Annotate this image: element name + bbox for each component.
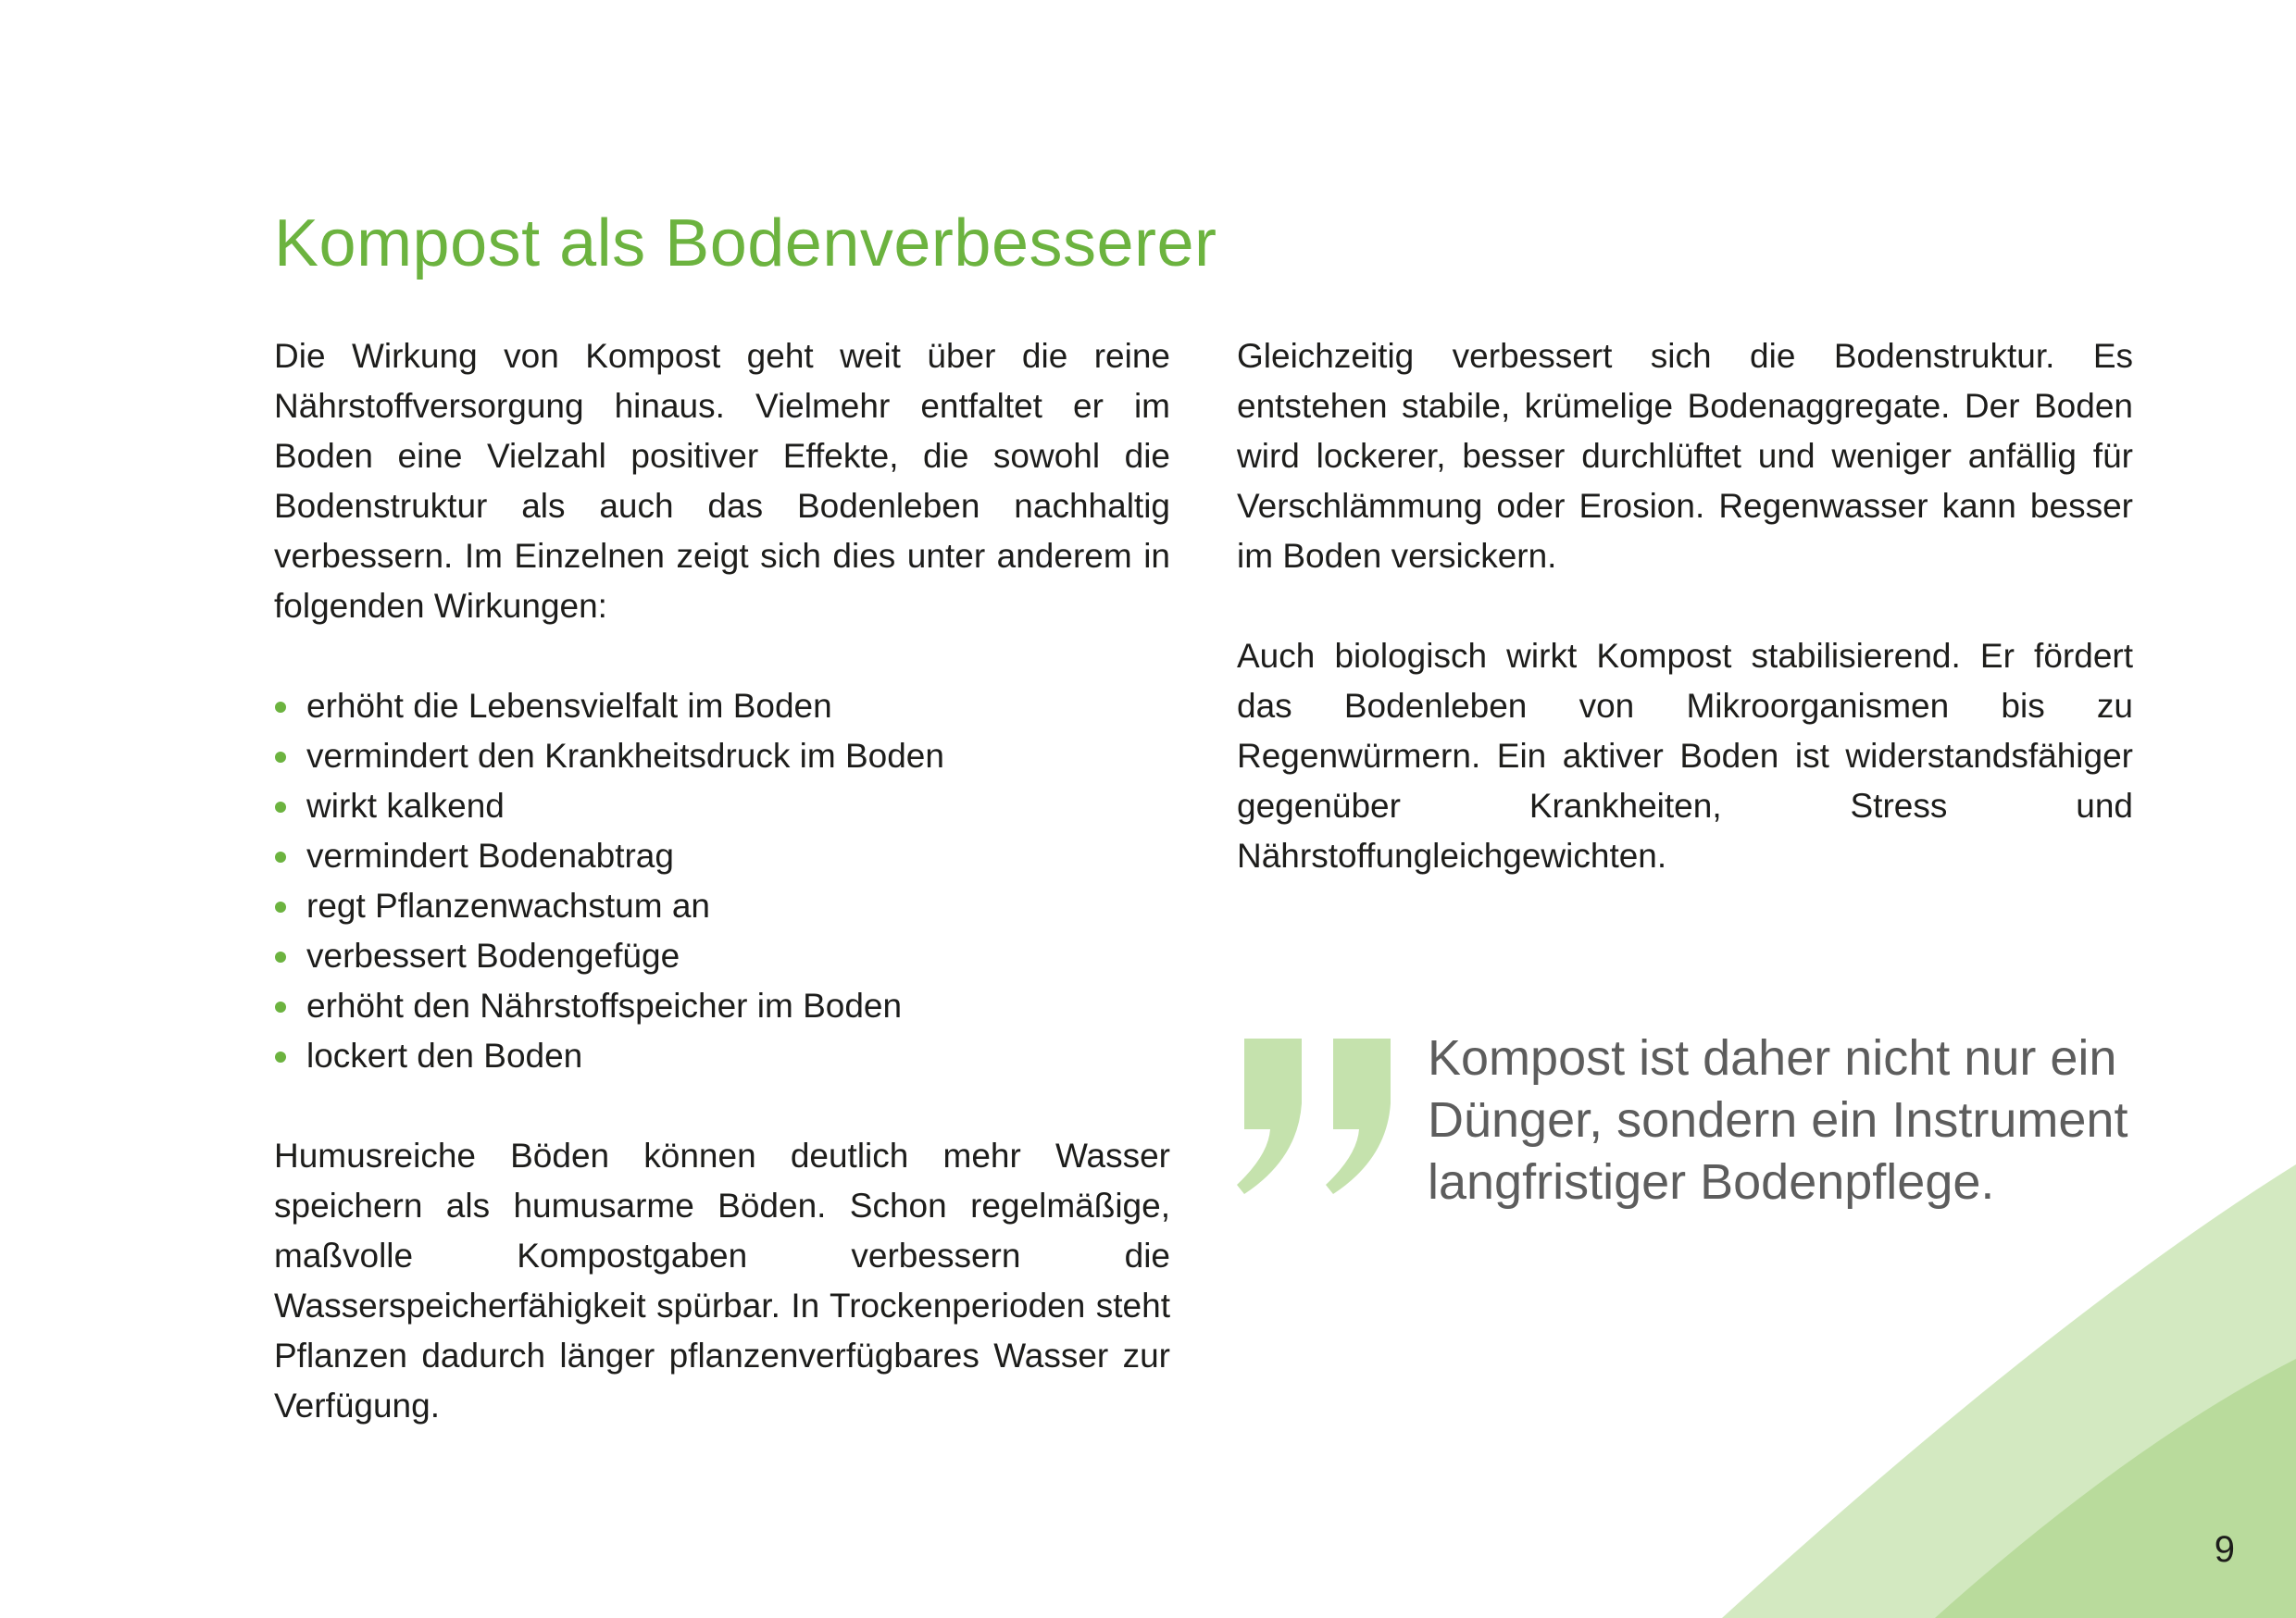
right-column (1237, 331, 2133, 881)
list-item: vermindert den Krankheitsdruck im Boden (274, 731, 1170, 781)
list-item: vermindert Bodenabtrag (274, 831, 1170, 881)
page-title: Kompost als Bodenverbesserer (274, 206, 1217, 280)
left-column (274, 331, 1170, 1431)
bullet-icon (275, 852, 286, 863)
list-item: regt Pflanzenwachstum an (274, 881, 1170, 931)
list-item: wirkt kalkend (274, 781, 1170, 831)
list-item: lockert den Boden (274, 1031, 1170, 1081)
bullet-icon (275, 902, 286, 913)
intro-paragraph: Die Wirkung von Kompost geht weit über die reine Nährstoffversorgung hinaus. Vielmehr entfaltet er im Boden eine Vielzahl positiver Effekte, die sowohl die Bodenstruktur als auch das Bodenleben nachhaltig verbessern. Im Einzelnen zeigt sich dies unter anderem in folgenden Wirkungen: (274, 337, 1170, 625)
effects-list (274, 681, 1170, 1081)
quote-text: Kompost ist daher nicht nur ein Dünger, sondern ein Instrument langfristiger Bodenpflege. (1428, 1030, 2128, 1210)
list-item: verbessert Bodengefüge (274, 931, 1170, 981)
bullet-icon (275, 1002, 286, 1013)
bullet-icon (275, 802, 286, 813)
soil-structure-paragraph: Gleichzeitig verbessert sich die Bodenstruktur. Es entstehen stabile, krümelige Bodenaggregate. Der Boden wird lockerer, besser durchlüftet und weniger anfällig für Verschlämmung oder Erosion. Regenwasser kann besser im Boden versickern. (1237, 337, 2133, 575)
biology-paragraph: Auch biologisch wirkt Kompost stabilisierend. Er fördert das Bodenleben von Mikroorganismen bis zu Regenwürmern. Ein aktiver Boden ist widerstandsfähiger gegenüber Krankheiten, Stress und Nährstoffungleichgewichten. (1237, 637, 2133, 875)
quote-mark-icon (1237, 1039, 1394, 1198)
list-item: erhöht den Nährstoffspeicher im Boden (274, 981, 1170, 1031)
bullet-icon (275, 952, 286, 963)
bullet-icon (275, 752, 286, 763)
bullet-icon (275, 702, 286, 713)
bullet-icon (275, 1052, 286, 1063)
page-number: 9 (2214, 1529, 2235, 1570)
list-item: erhöht die Lebensvielfalt im Boden (274, 681, 1170, 731)
water-storage-paragraph: Humusreiche Böden können deutlich mehr Wasser speichern als humusarme Böden. Schon regelmäßige, maßvolle Kompostgaben verbessern die Wasserspeicherfähigkeit spürbar. In Trockenperioden steht Pflanzen dadurch länger pflanzenverfügbares Wasser zur Verfügung. (274, 1137, 1170, 1425)
